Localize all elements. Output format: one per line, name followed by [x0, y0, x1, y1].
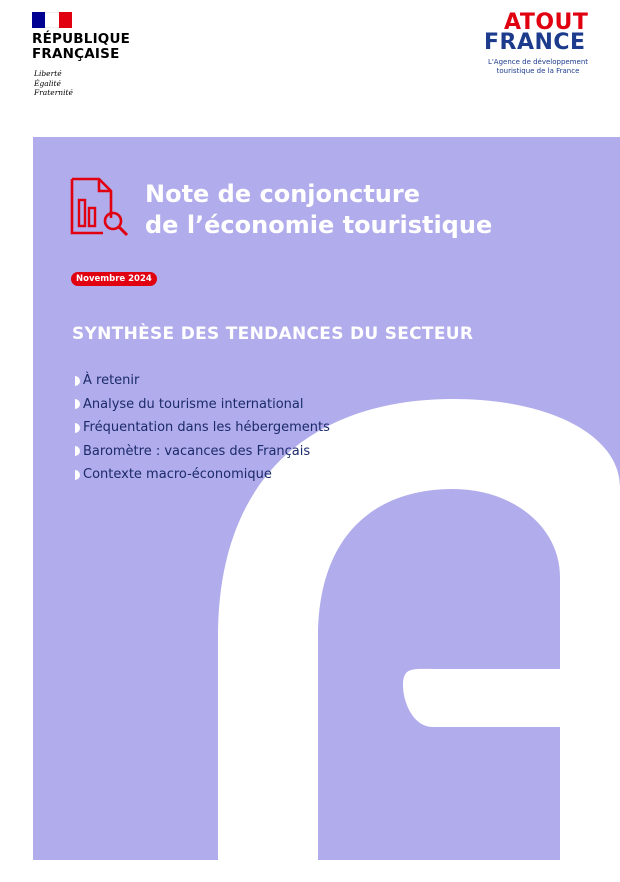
toc-item-label: Fréquentation dans les hébergements — [83, 420, 330, 436]
cover-panel — [33, 137, 620, 860]
republique-name — [32, 32, 130, 62]
toc-item-label: Baromètre : vacances des Français — [83, 443, 311, 459]
report-magnifier-icon — [69, 176, 131, 238]
toc-item-label: Contexte macro-économique — [83, 467, 272, 483]
page-title — [145, 179, 492, 241]
motto-fraternite: Fraternité — [34, 88, 73, 97]
tagline-line1: L'Agence de développement — [487, 58, 589, 66]
french-flag-icon — [32, 12, 72, 28]
date-badge: Novembre 2024 — [71, 272, 157, 286]
france-word: FRANCE — [484, 30, 586, 55]
republique-motto — [34, 69, 73, 98]
toc-item-label: Analyse du tourisme international — [83, 396, 304, 412]
section-subtitle: SYNTHÈSE DES TENDANCES DU SECTEUR — [72, 324, 474, 344]
atout-france-logo — [478, 10, 598, 80]
motto-egalite: Égalité — [34, 78, 61, 88]
half-circle-bullet-icon — [73, 399, 81, 409]
title-line1: Note de conjoncture — [145, 180, 420, 208]
half-circle-bullet-icon — [73, 446, 81, 456]
toc-item[interactable] — [73, 393, 330, 417]
toc-item[interactable] — [73, 463, 330, 487]
toc-item[interactable] — [73, 416, 330, 440]
half-circle-bullet-icon — [73, 470, 81, 480]
half-circle-bullet-icon — [73, 376, 81, 386]
toc-item[interactable] — [73, 440, 330, 464]
republique-francaise-logo — [32, 12, 142, 98]
atout-word: ATOUT — [504, 10, 589, 35]
republique-name-line1: RÉPUBLIQUE — [32, 31, 131, 47]
toc-item[interactable] — [73, 369, 330, 393]
motto-liberte: Liberté — [34, 69, 62, 78]
atout-france-tagline — [478, 58, 598, 76]
tagline-line2: touristique de la France — [496, 67, 580, 75]
table-of-contents — [73, 369, 330, 487]
toc-item-label: À retenir — [83, 373, 140, 389]
half-circle-bullet-icon — [73, 423, 81, 433]
decorative-arch-shape — [33, 137, 620, 860]
republique-name-line2: FRANÇAISE — [32, 46, 120, 62]
title-line2: de l’économie touristique — [145, 211, 493, 239]
